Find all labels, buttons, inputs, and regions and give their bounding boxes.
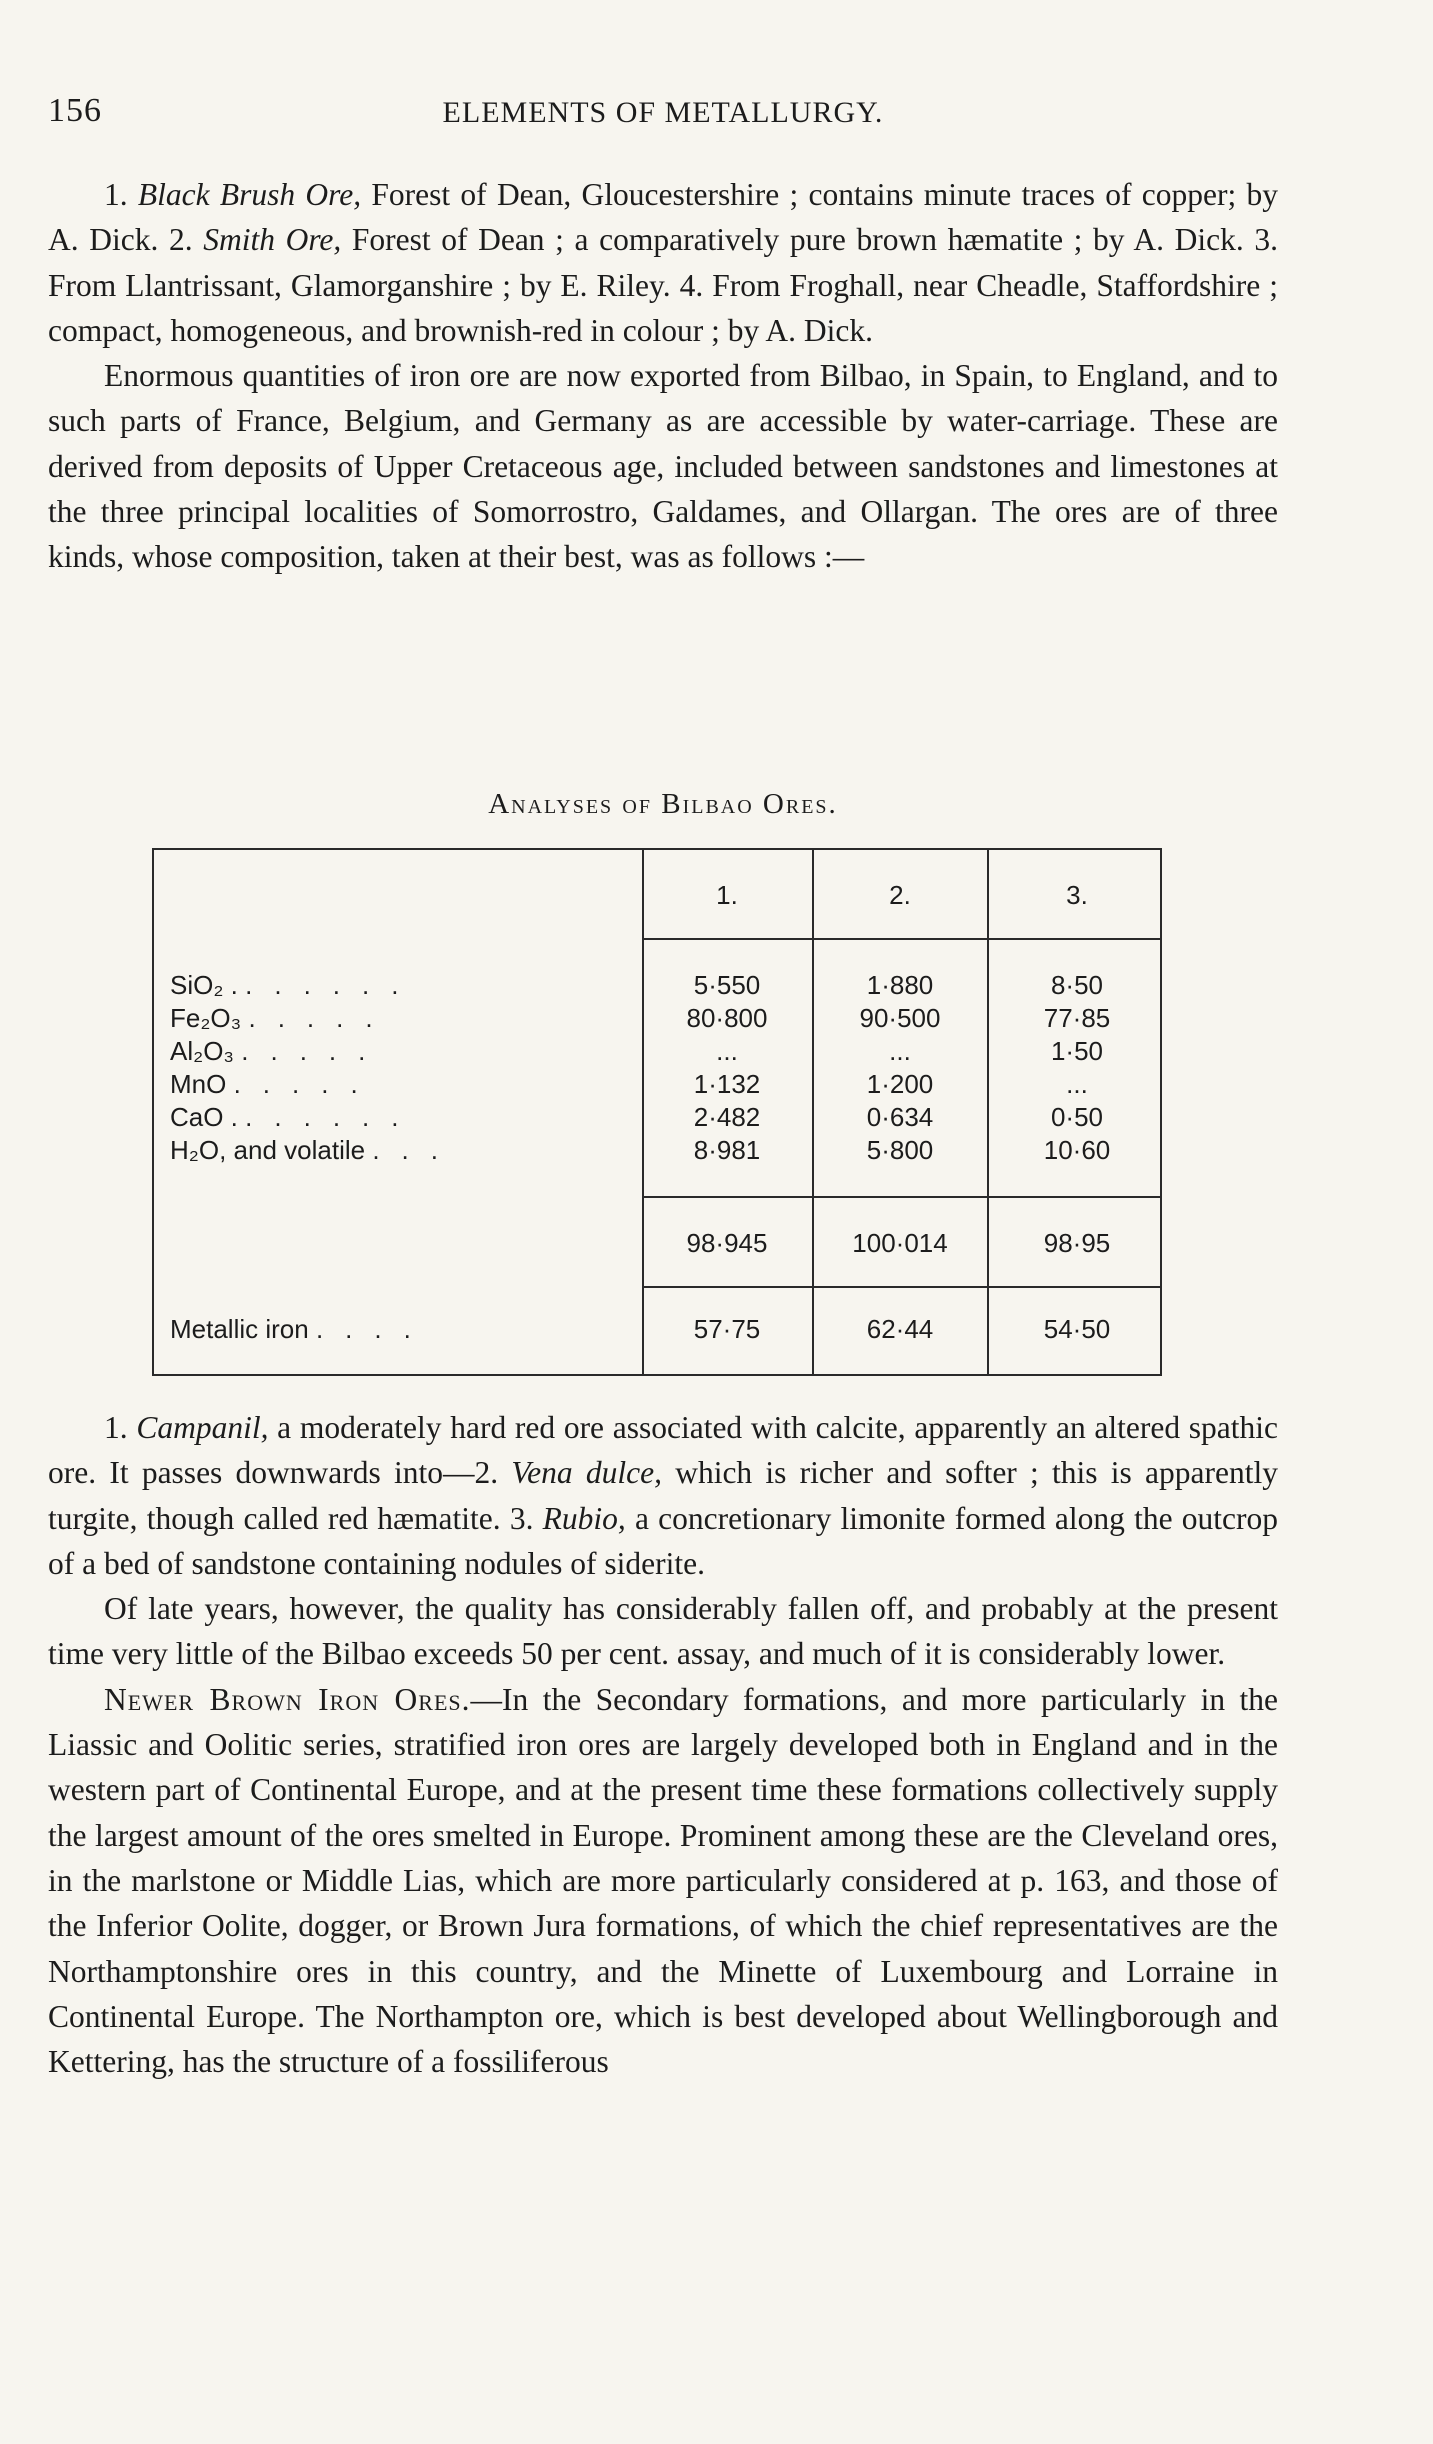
total-rule	[642, 1286, 1162, 1288]
ore-name: Rubio,	[542, 1500, 626, 1536]
table-cell: 8·50	[1050, 970, 1104, 1000]
column-header: 3.	[1066, 880, 1088, 910]
table-cell: 57·75	[693, 1314, 761, 1344]
table-cell: 5·800	[866, 1135, 934, 1165]
table-cell: ...	[889, 1036, 911, 1066]
ore-name: Campanil,	[136, 1410, 269, 1445]
row-label: SiO₂ . ......	[170, 970, 421, 1000]
table-cell: ...	[1066, 1069, 1088, 1099]
ore-name: Black Brush Ore,	[137, 177, 362, 212]
row-label: Fe₂O₃ .....	[170, 1003, 395, 1033]
table-cell: 1·200	[866, 1069, 934, 1099]
page-number: 156	[48, 92, 102, 129]
section-heading: Newer Brown Iron Ores.	[104, 1681, 471, 1717]
table-cell: 5·550	[693, 970, 761, 1000]
table-cell: 80·800	[686, 1003, 768, 1033]
table-cell: 90·500	[859, 1003, 941, 1033]
ore-kinds-paragraph: 1. Campanil, a moderately hard red ore associated with calcite, apparently an altered spathic ore. It passes downwards into—2. Vena dulce, which is richer and softer ; this is apparently turgite, though called red hæmatite. 3. Rubio, a concretionary limonite formed along the outcrop of a bed of sandstone containing nodules of siderite.	[48, 1410, 1279, 1581]
ore-notes-paragraph: 1. Black Brush Ore, Forest of Dean, Gloucestershire ; contains minute traces of copper; by A. Dick. 2. Smith Ore, Forest of Dean ; a comparatively pure brown hæmatite ; by A. Dick. 3. From Llantrissant, Glamorganshire ; by E. Riley. 4. From Froghall, near Cheadle, Staffordshire ; compact, homogeneous, and brownish-red in colour ; by A. Dick.	[48, 177, 1278, 348]
table-cell: 8·981	[693, 1135, 761, 1165]
sum-rule	[642, 1196, 1162, 1198]
total-cell: 100·014	[852, 1228, 948, 1258]
total-cell: 98·945	[686, 1228, 768, 1258]
ore-name: Vena dulce,	[511, 1455, 662, 1491]
table-border-top	[152, 848, 1162, 850]
table-cell: 1·50	[1050, 1036, 1104, 1066]
newer-ores-paragraph: Newer Brown Iron Ores.—In the Secondary formations, and more particularly in the Liassic and Oolitic series, stratified iron ores are largely developed both in England and in the western part of Continental Europe, and at the present time these formations collectively supply the largest amount of the ores smelted in Europe. Prominent among these are the Cleveland ores, in the marlstone or Middle Lias, which are more particularly considered at p. 163, and those of the Inferior Oolite, dogger, or Brown Jura formations, of which the chief representatives are the Northamptonshire ores in this country, and the Minette of Luxembourg and Lorraine in Continental Europe. The Northampton ore, which is best developed about Wellingborough and Kettering, has the structure of a fossiliferous	[48, 1681, 1278, 2080]
table-cell: 10·60	[1043, 1135, 1111, 1165]
table-cell: 0·634	[866, 1102, 934, 1132]
row-label: Al₂O₃ .....	[170, 1036, 388, 1066]
quality-paragraph: Of late years, however, the quality has considerably fallen off, and probably at the present time very little of the Bilbao exceeds 50 per cent. assay, and much of it is considerably lower.	[48, 1591, 1278, 1672]
running-title: ELEMENTS OF METALLURGY.	[442, 96, 884, 129]
text-bottom	[48, 1405, 1278, 2084]
ore-name: Smith Ore,	[203, 222, 342, 258]
row-label: MnO .....	[170, 1069, 380, 1099]
table-cell: 0·50	[1050, 1102, 1104, 1132]
bilbao-paragraph: Enormous quantities of iron ore are now exported from Bilbao, in Spain, to England, and to such parts of France, Belgium, and Germany as are accessible by water-carriage. These are derived from deposits of Upper Cretaceous age, included between sandstones and limestones at the three principal localities of Somorrostro, Galdames, and Ollargan. The ores are of three kinds, whose composition, taken at their best, was as follows :—	[48, 358, 1278, 575]
page-header	[48, 92, 1278, 136]
total-cell: 98·95	[1043, 1228, 1111, 1258]
table-cell: 77·85	[1043, 1003, 1111, 1033]
table-caption: Analyses of Bilbao Ores.	[488, 788, 838, 820]
column-header: 1.	[716, 880, 738, 910]
table-cell: 1·132	[693, 1069, 761, 1099]
text-top	[48, 172, 1278, 580]
row-label: H₂O, and volatile ...	[170, 1135, 460, 1165]
table-border-bottom	[152, 1374, 1162, 1376]
table-cell: 2·482	[693, 1102, 761, 1132]
table-border-left	[152, 848, 154, 1376]
row-label: Metallic iron ....	[170, 1314, 433, 1344]
table-cell: 54·50	[1043, 1314, 1111, 1344]
column-header: 2.	[889, 880, 911, 910]
analysis-table	[152, 848, 1162, 1376]
row-label: CaO . ......	[170, 1102, 421, 1132]
table-cell: 1·880	[866, 970, 934, 1000]
table-cell: 62·44	[866, 1314, 934, 1344]
header-rule	[642, 938, 1162, 940]
table-cell: ...	[716, 1036, 738, 1066]
